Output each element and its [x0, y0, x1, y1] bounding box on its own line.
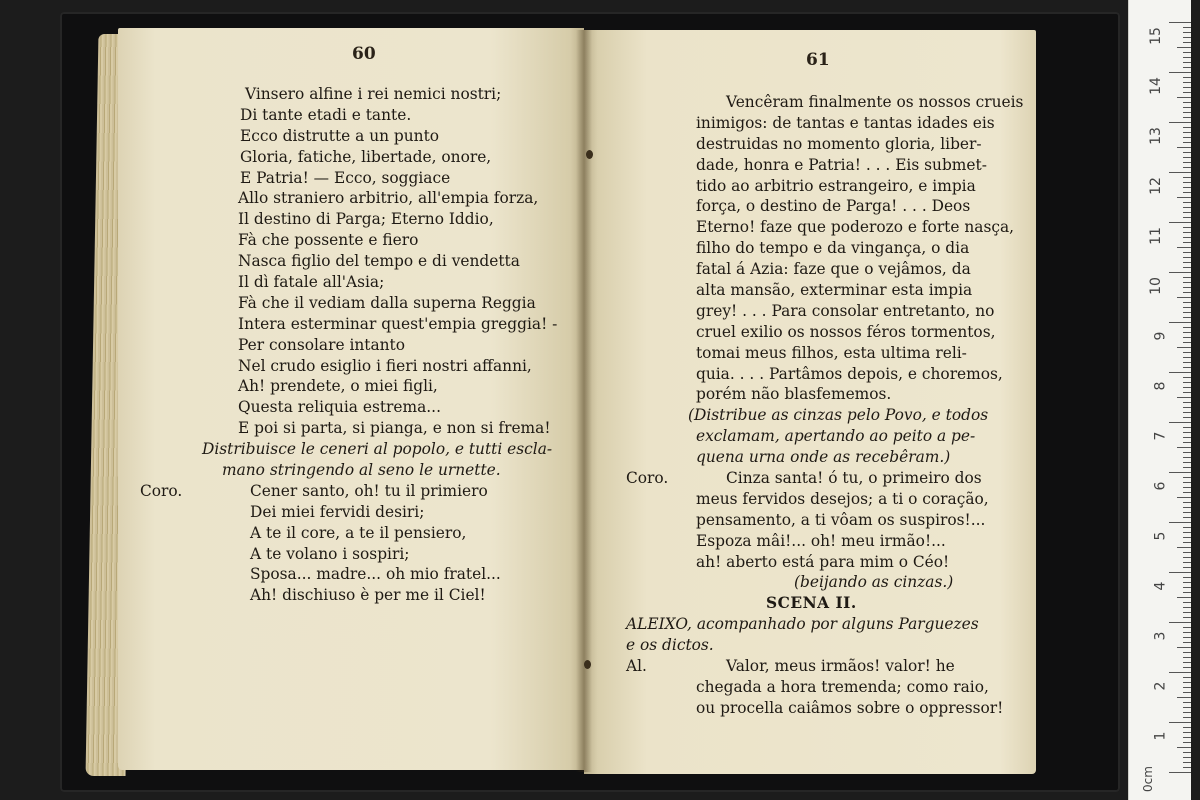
speaker-label: Coro. [626, 469, 669, 488]
ruler-label: 6 [1152, 481, 1169, 491]
ruler-tick [1177, 97, 1191, 98]
ruler-tick [1183, 312, 1191, 313]
ruler-tick [1183, 282, 1191, 283]
left-page-line: Nasca figlio del tempo e di vendetta [238, 252, 520, 271]
ruler-tick [1183, 682, 1191, 683]
ruler-tick [1183, 77, 1191, 78]
ruler-tick [1183, 727, 1191, 728]
ruler-tick [1183, 217, 1191, 218]
ruler-tick [1177, 597, 1191, 598]
right-page-number: 61 [806, 50, 830, 70]
left-page-line: Distribuisce le ceneri al popolo, e tutti escla- [202, 440, 553, 459]
right-page-line [626, 468, 1006, 489]
ruler-tick [1183, 52, 1191, 53]
ruler-tick [1183, 382, 1191, 383]
ruler-tick [1169, 572, 1191, 573]
right-page-text [626, 92, 1024, 719]
binding-hole [586, 150, 593, 159]
ruler-tick [1183, 162, 1191, 163]
ruler-tick [1183, 267, 1191, 268]
ruler-tick [1183, 37, 1191, 38]
line-text: Cinza santa! ó tu, o primeiro dos [726, 469, 982, 488]
ruler-tick [1183, 552, 1191, 553]
right-page-line: Vencêram finalmente os nossos crueis [726, 93, 1024, 111]
ruler-tick [1183, 62, 1191, 63]
ruler-tick [1183, 242, 1191, 243]
right-page-line: destruidas no momento gloria, liber- [696, 134, 982, 153]
ruler-tick [1183, 27, 1191, 28]
ruler-tick [1183, 82, 1191, 83]
ruler-tick [1183, 92, 1191, 93]
ruler-tick [1183, 507, 1191, 508]
ruler-label: 15 [1148, 27, 1165, 45]
line-text: Cener santo, oh! tu il primiero [250, 481, 488, 500]
ruler-tick [1183, 742, 1191, 743]
ruler-tick [1183, 262, 1191, 263]
ruler-tick [1183, 127, 1191, 128]
ruler-tick [1183, 42, 1191, 43]
ruler-label: 11 [1148, 227, 1165, 245]
ruler-tick [1177, 397, 1191, 398]
ruler-tick [1169, 522, 1191, 523]
ruler-tick [1183, 377, 1191, 378]
ruler-tick [1177, 147, 1191, 148]
left-page-line: Ah! dischiuso è per me il Ciel! [250, 586, 486, 605]
ruler-tick [1183, 132, 1191, 133]
left-page-line: Nel crudo esiglio i fieri nostri affanni, [238, 356, 532, 375]
ruler-tick [1177, 447, 1191, 448]
ruler-tick [1183, 332, 1191, 333]
ruler-tick [1183, 412, 1191, 413]
ruler-tick [1183, 567, 1191, 568]
ruler-label: 1 [1152, 731, 1169, 741]
right-page-line: inimigos: de tantas e tantas idades eis [696, 113, 995, 132]
ruler-tick [1183, 602, 1191, 603]
ruler-tick [1183, 57, 1191, 58]
ruler-tick [1177, 247, 1191, 248]
ruler-tick [1183, 142, 1191, 143]
ruler-tick [1183, 87, 1191, 88]
ruler-tick [1183, 157, 1191, 158]
right-page-line: filho do tempo e da vingança, o dia [696, 239, 970, 258]
ruler-tick [1183, 762, 1191, 763]
ruler-tick [1169, 122, 1191, 123]
ruler-tick [1183, 557, 1191, 558]
ruler-tick [1169, 422, 1191, 423]
left-page-line: Intera esterminar quest'empia greggia! - [238, 314, 558, 333]
right-page-line: (beijando as cinzas.) [794, 573, 954, 592]
ruler-label: 13 [1148, 127, 1165, 145]
ruler-tick [1183, 327, 1191, 328]
right-page-line: pensamento, a ti vôam os suspiros!... [696, 510, 986, 529]
ruler-tick [1183, 362, 1191, 363]
ruler-tick [1183, 337, 1191, 338]
ruler-tick [1183, 652, 1191, 653]
ruler-tick [1177, 747, 1191, 748]
left-page-line: Sposa... madre... oh mio fratel... [250, 565, 501, 584]
ruler-tick [1183, 667, 1191, 668]
ruler-label: 14 [1148, 77, 1165, 95]
ruler-label: 12 [1148, 177, 1165, 195]
ruler-tick [1183, 437, 1191, 438]
ruler-tick [1169, 22, 1191, 23]
left-page-line: Fà che il vediam dalla superna Reggia [238, 293, 536, 312]
ruler-tick [1183, 717, 1191, 718]
ruler-tick [1183, 482, 1191, 483]
ruler-tick [1183, 307, 1191, 308]
left-page-line: Fà che possente e fiero [238, 231, 419, 250]
ruler-label: 5 [1152, 531, 1169, 541]
left-page-line: A te il core, a te il pensiero, [250, 523, 467, 542]
right-page-line: meus fervidos desejos; a ti o coração, [696, 489, 989, 508]
ruler-tick [1183, 207, 1191, 208]
ruler-tick [1169, 222, 1191, 223]
ruler-tick [1183, 407, 1191, 408]
ruler-tick [1183, 107, 1191, 108]
right-page-line [626, 656, 1006, 677]
ruler-tick [1183, 402, 1191, 403]
ruler-tick [1183, 537, 1191, 538]
ruler-tick [1183, 392, 1191, 393]
ruler-tick [1183, 432, 1191, 433]
ruler-tick [1183, 192, 1191, 193]
ruler-tick [1169, 772, 1191, 773]
ruler-tick [1183, 182, 1191, 183]
ruler-tick [1183, 527, 1191, 528]
right-page-line: grey! . . . Para consolar entretanto, no [696, 301, 995, 320]
ruler-tick [1183, 707, 1191, 708]
ruler-tick [1183, 592, 1191, 593]
left-page-text [140, 84, 570, 606]
ruler-tick [1183, 702, 1191, 703]
ruler-tick [1183, 167, 1191, 168]
ruler-tick [1183, 632, 1191, 633]
left-page-line: Ecco distrutte a un punto [240, 126, 440, 145]
ruler-tick [1169, 372, 1191, 373]
ruler-tick [1177, 297, 1191, 298]
right-page-line: Espoza mâi!... oh! meu irmão!... [696, 531, 946, 550]
ruler-tick [1183, 32, 1191, 33]
ruler-tick [1183, 642, 1191, 643]
ruler-tick [1183, 212, 1191, 213]
ruler-tick [1183, 607, 1191, 608]
ruler-tick [1183, 487, 1191, 488]
ruler-tick [1183, 257, 1191, 258]
ruler-tick [1183, 292, 1191, 293]
ruler-tick [1183, 692, 1191, 693]
right-page-line: quena urna onde as recebêram.) [696, 448, 951, 467]
ruler-unit: 0cm [1141, 766, 1156, 792]
right-page-line: e os dictos. [626, 636, 714, 655]
ruler-tick [1183, 67, 1191, 68]
ruler-tick [1177, 547, 1191, 548]
left-page-line: Il destino di Parga; Eterno Iddio, [238, 210, 494, 229]
ruler-tick [1183, 117, 1191, 118]
ruler-tick [1183, 462, 1191, 463]
ruler-tick [1183, 177, 1191, 178]
ruler-tick [1183, 287, 1191, 288]
right-page-line: porém não blasfememos. [696, 385, 892, 404]
ruler-label: 8 [1152, 381, 1169, 391]
ruler-tick [1169, 622, 1191, 623]
ruler-tick [1183, 737, 1191, 738]
ruler-tick [1183, 342, 1191, 343]
ruler-tick [1183, 542, 1191, 543]
ruler-tick [1183, 612, 1191, 613]
ruler-tick [1183, 352, 1191, 353]
left-page-line: Per consolare intanto [238, 335, 405, 354]
ruler-tick [1183, 477, 1191, 478]
ruler-tick [1183, 712, 1191, 713]
right-page-line: Eterno! faze que poderozo e forte nasça, [696, 218, 1015, 237]
ruler-tick [1183, 662, 1191, 663]
ruler-tick [1183, 532, 1191, 533]
ruler-tick [1169, 272, 1191, 273]
ruler-tick [1183, 457, 1191, 458]
ruler-tick [1183, 277, 1191, 278]
ruler-tick [1183, 687, 1191, 688]
right-page-line: força, o destino de Parga! . . . Deos [696, 197, 971, 216]
ruler-tick [1183, 637, 1191, 638]
ruler-tick [1183, 387, 1191, 388]
ruler-tick [1183, 112, 1191, 113]
ruler-tick [1177, 197, 1191, 198]
right-page-line: ALEIXO, acompanhado por alguns Parguezes [626, 615, 979, 634]
ruler-tick [1183, 202, 1191, 203]
ruler-tick [1183, 492, 1191, 493]
ruler-tick [1183, 577, 1191, 578]
ruler-label: 9 [1152, 331, 1169, 341]
ruler-tick [1183, 587, 1191, 588]
ruler-tick [1183, 317, 1191, 318]
ruler-tick [1183, 767, 1191, 768]
ruler-tick [1183, 427, 1191, 428]
right-page-line: quia. . . . Partâmos depois, e choremos, [696, 364, 1003, 383]
ruler-tick [1183, 757, 1191, 758]
right-page-line: (Distribue as cinzas pelo Povo, e todos [688, 406, 989, 425]
speaker-label: Coro. [140, 481, 183, 500]
left-page-line [140, 481, 570, 502]
left-page-line: Questa reliquia estrema... [238, 398, 441, 417]
ruler-tick [1183, 237, 1191, 238]
ruler-tick [1169, 72, 1191, 73]
ruler-tick [1183, 562, 1191, 563]
left-page-line: Di tante etadi e tante. [240, 105, 412, 124]
ruler-tick [1183, 227, 1191, 228]
right-page-line: exclamam, apertando ao peito a pe- [696, 427, 976, 446]
right-page-line: ou procella caiâmos sobre o oppressor! [696, 698, 1004, 717]
left-page-line: Vinsero alfine i rei nemici nostri; [245, 85, 502, 103]
right-page-line: cruel exilio os nossos féros tormentos, [696, 322, 996, 341]
left-page-line: E Patria! — Ecco, soggiace [240, 168, 451, 187]
ruler-label: 2 [1152, 681, 1169, 691]
ruler-tick [1177, 647, 1191, 648]
ruler-tick [1169, 172, 1191, 173]
ruler-tick [1169, 322, 1191, 323]
right-page-line: dade, honra e Patria! . . . Eis submet- [696, 155, 987, 174]
left-page-line: Dei miei fervidi desiri; [250, 502, 425, 521]
ruler-tick [1169, 722, 1191, 723]
ruler-label: 7 [1152, 431, 1169, 441]
ruler-tick [1183, 732, 1191, 733]
ruler-tick [1183, 442, 1191, 443]
right-page-line: ah! aberto está para mim o Céo! [696, 552, 950, 571]
line-text: Valor, meus irmãos! valor! he [726, 657, 955, 676]
ruler-tick [1177, 47, 1191, 48]
right-page-line: tido ao arbitrio estrangeiro, e impia [696, 176, 976, 195]
ruler-tick [1183, 677, 1191, 678]
ruler-tick [1169, 672, 1191, 673]
right-page-line: chegada a hora tremenda; como raio, [696, 677, 989, 696]
ruler-tick [1183, 582, 1191, 583]
left-page-line: mano stringendo al seno le urnette. [222, 461, 501, 480]
ruler-tick [1183, 517, 1191, 518]
ruler-tick [1183, 152, 1191, 153]
left-page-line: A te volano i sospiri; [250, 544, 410, 563]
left-page-line: Ah! prendete, o miei figli, [238, 377, 438, 396]
ruler-label: 10 [1148, 277, 1165, 295]
ruler-tick [1183, 452, 1191, 453]
left-page-line: Allo straniero arbitrio, all'empia forza, [238, 189, 539, 208]
right-page-line: tomai meus filhos, esta ultima reli- [696, 343, 967, 362]
ruler-tick [1183, 467, 1191, 468]
ruler-tick [1183, 302, 1191, 303]
left-page-line: E poi si parta, si pianga, e non si frema! [238, 419, 551, 438]
ruler-tick [1183, 187, 1191, 188]
ruler-tick [1183, 512, 1191, 513]
ruler-label: 4 [1152, 581, 1169, 591]
right-page-line: alta mansão, exterminar esta impia [696, 281, 973, 300]
ruler-tick [1183, 102, 1191, 103]
ruler-tick [1177, 697, 1191, 698]
binding-hole [584, 660, 591, 669]
right-page-line: fatal á Azia: faze que o vejâmos, da [696, 260, 971, 279]
ruler-label: 3 [1152, 631, 1169, 641]
ruler-tick [1183, 617, 1191, 618]
left-page-number: 60 [352, 44, 376, 64]
speaker-label: Al. [626, 657, 647, 676]
ruler-tick [1169, 472, 1191, 473]
ruler-tick [1183, 367, 1191, 368]
left-page-line: Il dì fatale all'Asia; [238, 273, 385, 292]
ruler-tick [1183, 627, 1191, 628]
left-page-line: Gloria, fatiche, libertade, onore, [240, 147, 492, 166]
ruler-tick [1183, 657, 1191, 658]
ruler-tick [1183, 502, 1191, 503]
ruler-tick [1183, 417, 1191, 418]
ruler-tick [1177, 497, 1191, 498]
ruler-tick [1183, 252, 1191, 253]
ruler-tick [1183, 232, 1191, 233]
ruler-tick [1183, 357, 1191, 358]
measurement-ruler [1128, 0, 1191, 800]
right-page-line: SCENA II. [766, 594, 857, 613]
ruler-tick [1183, 752, 1191, 753]
ruler-tick [1183, 137, 1191, 138]
ruler-tick [1177, 347, 1191, 348]
